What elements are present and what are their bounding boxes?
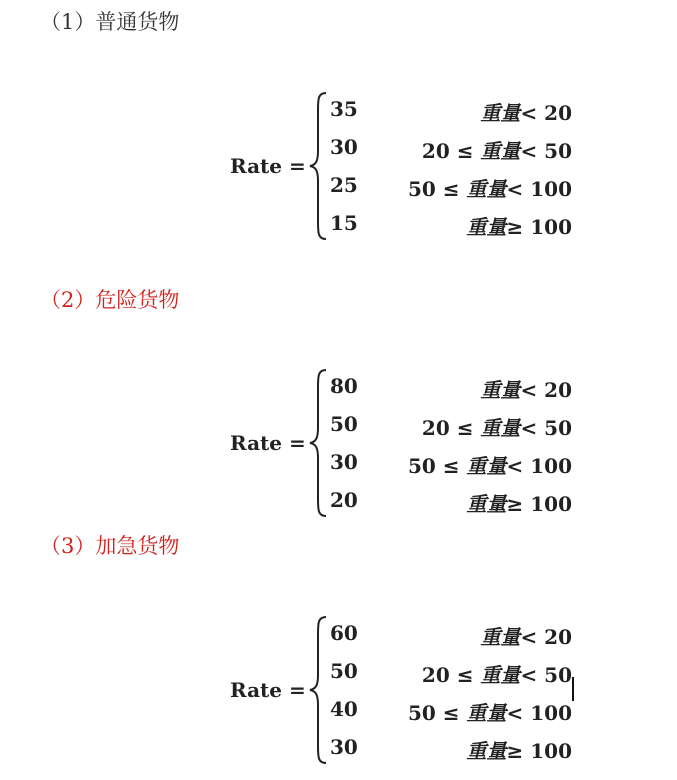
case-condition: 重量< 20 [480, 625, 572, 649]
case-condition: 20 ≤ 重量< 50 [421, 663, 572, 687]
section-1-heading: （1）普通货物 [40, 10, 180, 34]
case-value: 30 [330, 135, 358, 159]
section-1-formula [0, 91, 677, 241]
case-value: 50 [330, 659, 358, 683]
case-value: 15 [330, 211, 358, 235]
left-brace-icon [308, 91, 330, 241]
case-condition: 重量≥ 100 [466, 739, 572, 763]
case-value: 80 [330, 374, 358, 398]
case-value: 30 [330, 450, 358, 474]
case-condition: 20 ≤ 重量< 50 [421, 139, 572, 163]
case-value: 20 [330, 488, 358, 512]
case-condition: 重量≥ 100 [466, 215, 572, 239]
case-condition: 重量< 20 [480, 378, 572, 402]
left-brace-icon [308, 615, 330, 765]
case-condition: 重量< 20 [480, 101, 572, 125]
case-condition: 20 ≤ 重量< 50 [421, 416, 572, 440]
section-2-formula [0, 368, 677, 518]
case-value: 30 [330, 735, 358, 759]
case-value: 50 [330, 412, 358, 436]
case-value: 40 [330, 697, 358, 721]
case-condition: 重量≥ 100 [466, 492, 572, 516]
section-2-heading: （2）危险货物 [40, 288, 180, 312]
case-value: 35 [330, 97, 358, 121]
rate-label: Rate = [230, 154, 306, 178]
left-brace-icon [308, 368, 330, 518]
rate-label: Rate = [230, 431, 306, 455]
case-value: 25 [330, 173, 358, 197]
case-value: 60 [330, 621, 358, 645]
case-condition: 50 ≤ 重量< 100 [408, 454, 572, 478]
text-cursor [572, 677, 574, 701]
section-3-heading: （3）加急货物 [40, 534, 180, 558]
rate-label: Rate = [230, 678, 306, 702]
case-condition: 50 ≤ 重量< 100 [408, 177, 572, 201]
case-condition: 50 ≤ 重量< 100 [408, 701, 572, 725]
section-3-formula [0, 615, 677, 765]
